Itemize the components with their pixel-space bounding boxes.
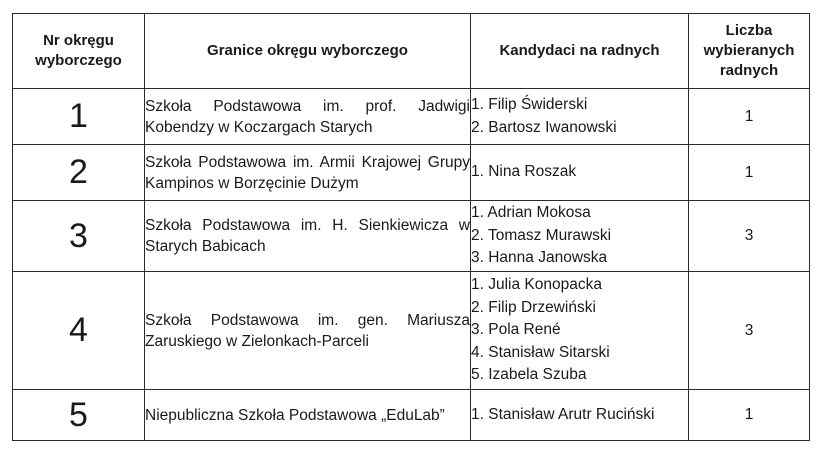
electoral-districts-table: [12, 13, 810, 441]
candidate: 1. Adrian Mokosa: [471, 204, 591, 222]
candidate: 3. Pola René: [471, 321, 561, 339]
district-boundary: Szkoła Podstawowa im. H. Sienkiewicza w Starych Babicach: [145, 201, 471, 272]
table-row: [13, 201, 810, 272]
district-boundary: Niepubliczna Szkoła Podstawowa „EduLab”: [145, 390, 471, 441]
header-row: [13, 14, 810, 89]
candidate: 1. Nina Roszak: [471, 163, 577, 181]
table-row: [13, 390, 810, 441]
candidate: 1. Julia Konopacka: [471, 276, 602, 294]
district-boundary: Szkoła Podstawowa im. prof. Jadwigi Kobendzy w Koczargach Starych: [145, 89, 471, 145]
candidate: 3. Hanna Janowska: [471, 249, 608, 267]
candidate-list: [471, 201, 689, 272]
header-district-number: Nr okręgu wyborczego: [13, 14, 145, 89]
candidate: 5. Izabela Szuba: [471, 366, 587, 384]
header-boundaries: Granice okręgu wyborczego: [145, 14, 471, 89]
candidate: 2. Filip Drzewiński: [471, 298, 596, 316]
candidate-list: [471, 390, 689, 441]
seat-count: 1: [689, 145, 810, 201]
candidate: 1. Stanisław Arutr Ruciński: [471, 405, 655, 423]
seat-count: 3: [689, 201, 810, 272]
header-candidates: Kandydaci na radnych: [471, 14, 689, 89]
district-number: 4: [13, 272, 145, 390]
table-row: [13, 272, 810, 390]
table-row: [13, 145, 810, 201]
candidate: 4. Stanisław Sitarski: [471, 343, 610, 361]
candidate: 1. Filip Świderski: [471, 96, 588, 113]
candidate-list: [471, 272, 689, 390]
candidate-list: [471, 145, 689, 201]
candidate-list: [471, 89, 689, 145]
district-number: 3: [13, 201, 145, 272]
seat-count: 1: [689, 390, 810, 441]
district-number: 1: [13, 89, 145, 145]
seat-count: 1: [689, 89, 810, 145]
table-row: [13, 89, 810, 145]
district-number: 5: [13, 390, 145, 441]
district-number: 2: [13, 145, 145, 201]
candidate: 2. Bartosz Iwanowski: [471, 118, 617, 136]
candidate: 2. Tomasz Murawski: [471, 226, 612, 244]
seat-count: 3: [689, 272, 810, 390]
header-seats: Liczba wybieranych radnych: [689, 14, 810, 89]
district-boundary: Szkoła Podstawowa im. Armii Krajowej Grupy Kampinos w Borzęcinie Dużym: [145, 145, 471, 201]
district-boundary: Szkoła Podstawowa im. gen. Mariusza Zaruskiego w Zielonkach-Parceli: [145, 272, 471, 390]
